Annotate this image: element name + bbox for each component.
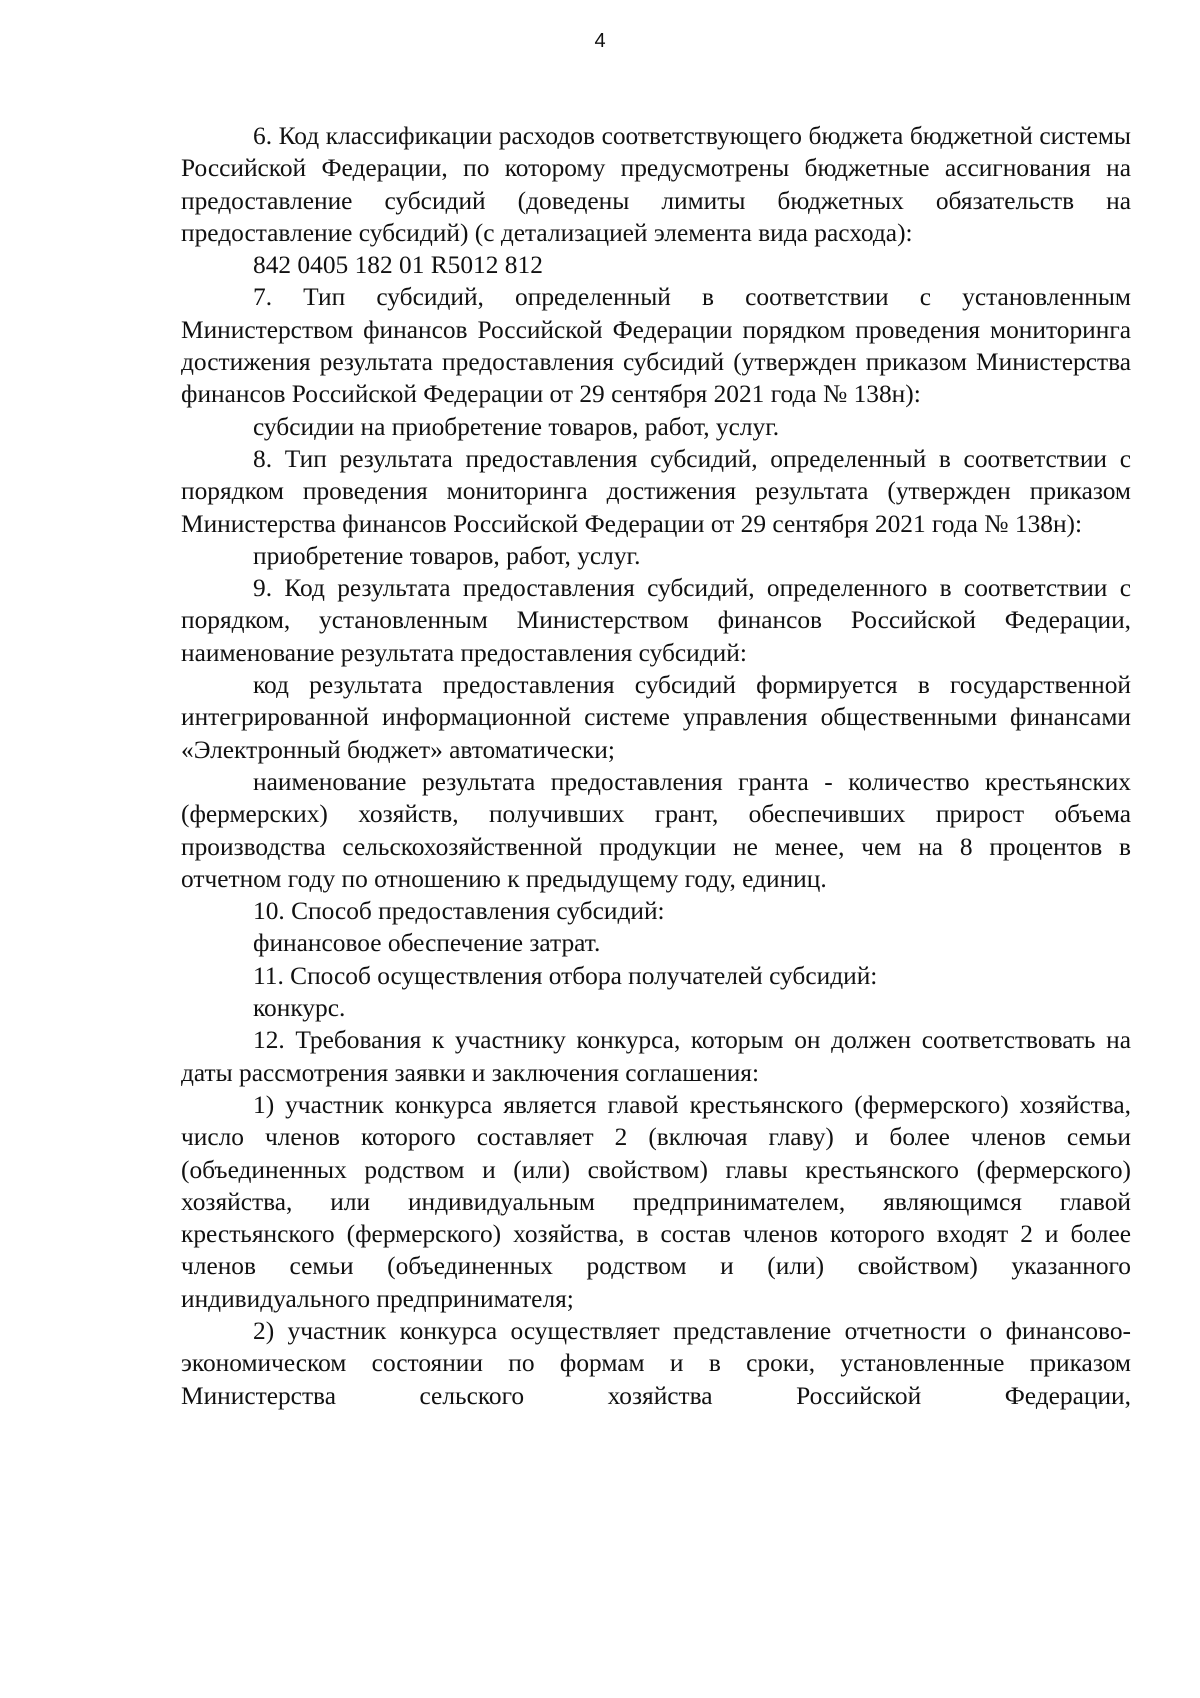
paragraph-9-name: наименование результата предоставления гранта - количество крестьянских (фермерских) хозяйств, получивших грант, обеспечивших прирост объема производства сельскохозяйственной продукции не менее, чем на 8 процентов в отчетном году по отношению к предыдущему году, единиц. — [181, 767, 1131, 893]
document-body — [181, 120, 1131, 1412]
paragraph-7: 7. Тип субсидий, определенный в соответствии с установленным Министерством финансов Российской Федерации порядком проведения мониторинга достижения результата предоставления субсидий (утвержден приказом Министерства финансов Российской Федерации от 29 сентября 2021 года № 138н): — [181, 283, 1131, 409]
paragraph-9: 9. Код результата предоставления субсидий, определенного в соответствии с порядком, установленным Министерством финансов Российской Федерации, наименование результата предоставления субсидий: — [181, 574, 1131, 667]
paragraph-12: 12. Требования к участнику конкурса, которым он должен соответствовать на даты рассмотрения заявки и заключения соглашения: — [181, 1026, 1131, 1087]
paragraph-11: 11. Способ осуществления отбора получателей субсидий: — [253, 961, 878, 990]
page-number: 4 — [594, 30, 606, 52]
budget-code: 842 0405 182 01 R5012 812 — [253, 251, 543, 280]
paragraph-6: 6. Код классификации расходов соответствующего бюджета бюджетной системы Российской Федерации, по которому предусмотрены бюджетные ассигнования на предоставление субсидий (доведены лимиты бюджетных обязательств на предоставление субсидий) (с детализацией элемента вида расхода): — [181, 122, 1131, 247]
paragraph-10: 10. Способ предоставления субсидий: — [253, 897, 665, 926]
paragraph-11-value: конкурс. — [253, 994, 346, 1023]
paragraph-8: 8. Тип результата предоставления субсидий, определенный в соответствии с порядком проведения мониторинга достижения результата (утвержден приказом Министерства финансов Российской Федерации от 29 сентября 2021 года № 138н): — [181, 444, 1131, 538]
paragraph-12-item-1: 1) участник конкурса является главой крестьянского (фермерского) хозяйства, число членов которого составляет 2 (включая главу) и более членов семьи (объединенных родством и (или) свойством) главы крестьянского (фермерского) хозяйства, или индивидуальным предпринимателем, являющимся главой крестьянского (фермерского) хозяйства, в состав членов которого входят 2 и более членов семьи (объединенных родством и (или) свойством) указанного индивидуального предпринимателя; — [181, 1090, 1131, 1313]
paragraph-9-code: код результата предоставления субсидий формируется в государственной интегрированной информационной системе управления общественными финансами «Электронный бюджет» автоматически; — [181, 671, 1131, 764]
paragraph-8-value: приобретение товаров, работ, услуг. — [253, 541, 641, 570]
paragraph-10-value: финансовое обеспечение затрат. — [253, 929, 601, 958]
paragraph-12-item-2: 2) участник конкурса осуществляет представление отчетности о финансово-экономическом состоянии по формам и в сроки, установленные приказом Министерства сельского хозяйства Российской Федерации, — [181, 1316, 1131, 1410]
paragraph-7-value: субсидии на приобретение товаров, работ, услуг. — [253, 412, 780, 441]
